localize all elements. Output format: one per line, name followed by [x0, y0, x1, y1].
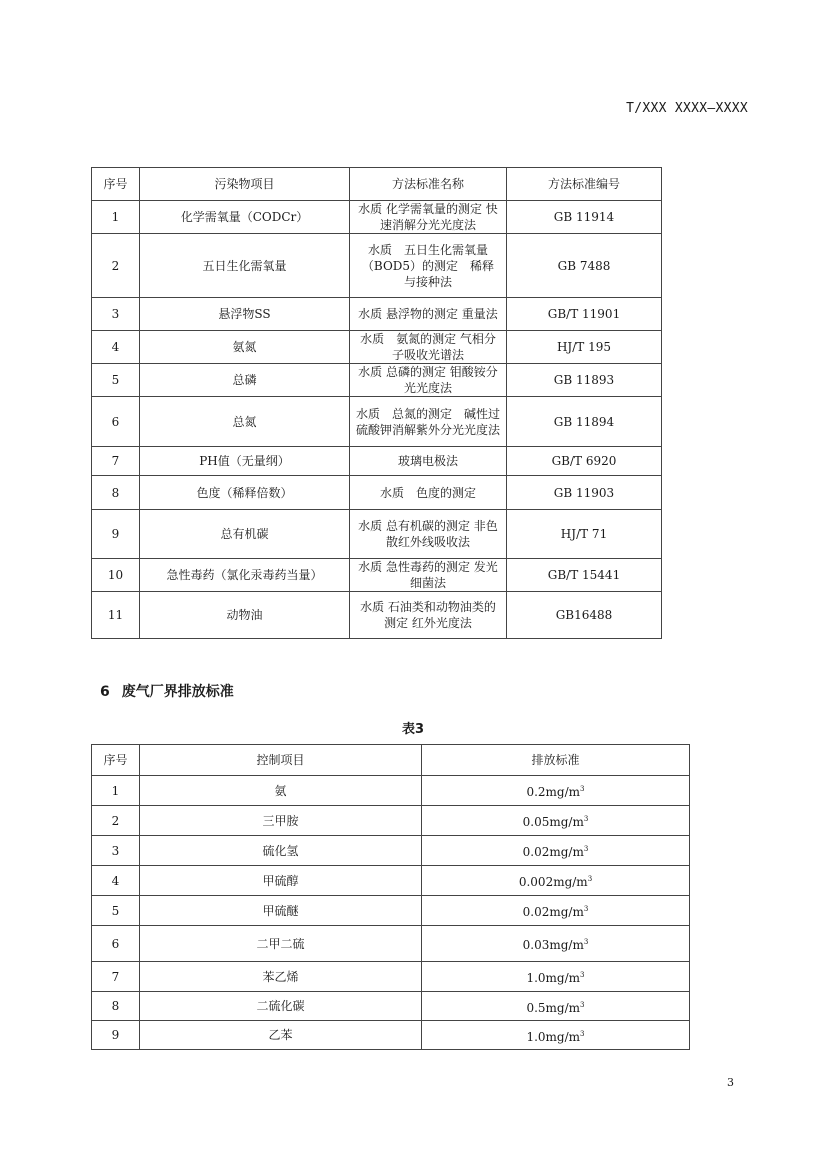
table-cell: 4 — [92, 331, 140, 364]
table-cell: 水质 总有机碳的测定 非色散红外线吸收法 — [350, 510, 507, 559]
table-cell: 2 — [92, 234, 140, 298]
table-row — [92, 776, 690, 806]
table-cell — [422, 866, 690, 896]
table-cell: GB 7488 — [507, 234, 662, 298]
table-cell: GB16488 — [507, 592, 662, 639]
section-number: 6 — [100, 684, 110, 700]
table-cell: 三甲胺 — [140, 806, 422, 836]
section-title: 废气厂界排放标准 — [121, 684, 234, 700]
table-header-row — [92, 168, 662, 201]
table-header-row — [92, 745, 690, 776]
table-cell: 5 — [92, 364, 140, 397]
table-cell: 水质 五日生化需氧量（BOD5）的测定 稀释与接种法 — [350, 234, 507, 298]
table-cell: 4 — [92, 866, 140, 896]
emission-value: 0.5mg/m — [526, 1000, 581, 1015]
table-cell: 5 — [92, 896, 140, 926]
table-row — [92, 896, 690, 926]
table-cell: 总有机碳 — [140, 510, 350, 559]
unit-superscript: 3 — [580, 1029, 585, 1038]
table-cell: 水质 氨氮的测定 气相分子吸收光谱法 — [350, 331, 507, 364]
table-row — [92, 510, 662, 559]
test-methods-table — [91, 167, 662, 639]
unit-superscript: 3 — [583, 938, 589, 946]
header-cell: 控制项目 — [140, 745, 422, 776]
table-cell: 7 — [92, 447, 140, 476]
emission-value: 1.0mg/m — [526, 1029, 581, 1044]
table-cell: 8 — [92, 476, 140, 510]
table-cell: 9 — [92, 510, 140, 559]
table-cell: 水质 总磷的测定 钼酸铵分光光度法 — [350, 364, 507, 397]
table-row — [92, 592, 662, 639]
table-cell: 3 — [92, 298, 140, 331]
table-cell: PH值（无量纲） — [140, 447, 350, 476]
table-cell: 二甲二硫 — [140, 926, 422, 962]
table-cell: 甲硫醚 — [140, 896, 422, 926]
table-cell: 总氮 — [140, 397, 350, 447]
document-code: T/XXX XXXX—XXXX — [626, 101, 748, 116]
table-cell: GB/T 6920 — [507, 447, 662, 476]
table-cell — [422, 1021, 690, 1050]
table-cell: 水质 悬浮物的测定 重量法 — [350, 298, 507, 331]
table-row — [92, 836, 690, 866]
page-number: 3 — [727, 1076, 734, 1089]
table-cell — [422, 962, 690, 992]
header-cell: 方法标准编号 — [507, 168, 662, 201]
unit-superscript: 3 — [580, 1000, 585, 1009]
table-cell: 五日生化需氧量 — [140, 234, 350, 298]
table-row — [92, 447, 662, 476]
table-cell: 总磷 — [140, 364, 350, 397]
table-cell: GB 11893 — [507, 364, 662, 397]
table-cell: 水质 化学需氧量的测定 快速消解分光光度法 — [350, 201, 507, 234]
table-caption: 表3 — [401, 722, 425, 737]
unit-superscript: 3 — [580, 785, 585, 793]
table-cell — [422, 836, 690, 866]
table-cell — [422, 896, 690, 926]
table-cell: 7 — [92, 962, 140, 992]
unit-superscript: 3 — [580, 971, 585, 979]
table-cell: 悬浮物SS — [140, 298, 350, 331]
header-cell: 方法标准名称 — [350, 168, 507, 201]
table-cell: 9 — [92, 1021, 140, 1050]
header-cell: 污染物项目 — [140, 168, 350, 201]
table-row — [92, 559, 662, 592]
header-cell: 排放标准 — [422, 745, 690, 776]
emission-value: 0.02mg/m — [522, 905, 584, 919]
table-cell: 动物油 — [140, 592, 350, 639]
emission-value: 0.05mg/m — [522, 815, 584, 829]
emission-value: 0.002mg/m — [518, 875, 588, 889]
table-cell: 11 — [92, 592, 140, 639]
table-row — [92, 992, 690, 1021]
table-row — [92, 331, 662, 364]
unit-superscript: 3 — [583, 815, 589, 823]
unit-superscript: 3 — [583, 905, 589, 913]
table-row — [92, 397, 662, 447]
table-cell — [422, 926, 690, 962]
table-cell — [422, 992, 690, 1021]
table-cell: 1 — [92, 776, 140, 806]
table-cell — [422, 776, 690, 806]
table-cell: 苯乙烯 — [140, 962, 422, 992]
table-cell: 2 — [92, 806, 140, 836]
table-row — [92, 476, 662, 510]
table-cell: 6 — [92, 397, 140, 447]
table-cell: 二硫化碳 — [140, 992, 422, 1021]
emission-value: 0.02mg/m — [522, 845, 584, 859]
table-row — [92, 962, 690, 992]
table-cell: GB 11903 — [507, 476, 662, 510]
unit-superscript: 3 — [583, 845, 589, 853]
table-cell: 水质 急性毒药的测定 发光细菌法 — [350, 559, 507, 592]
table-row — [92, 926, 690, 962]
table-cell: 急性毒药（氯化汞毒药当量） — [140, 559, 350, 592]
table-cell: 8 — [92, 992, 140, 1021]
table-cell: 玻璃电极法 — [350, 447, 507, 476]
header-cell: 序号 — [92, 168, 140, 201]
table-row — [92, 866, 690, 896]
table-cell: 硫化氢 — [140, 836, 422, 866]
table-cell: GB/T 11901 — [507, 298, 662, 331]
table-cell: 乙苯 — [140, 1021, 422, 1050]
table-row — [92, 1021, 690, 1050]
table-row — [92, 234, 662, 298]
section-heading — [100, 681, 246, 701]
table-cell: HJ/T 71 — [507, 510, 662, 559]
emission-value: 0.03mg/m — [522, 938, 584, 952]
table-cell: 氨 — [140, 776, 422, 806]
unit-superscript: 3 — [587, 875, 593, 883]
table-cell: HJ/T 195 — [507, 331, 662, 364]
emission-standards-table — [91, 744, 690, 1050]
table-row — [92, 806, 690, 836]
table-cell: 10 — [92, 559, 140, 592]
table-cell — [422, 806, 690, 836]
table-cell: 色度（稀释倍数） — [140, 476, 350, 510]
table-cell: 水质 色度的测定 — [350, 476, 507, 510]
table-cell: 化学需氧量（CODCr） — [140, 201, 350, 234]
table-cell: 1 — [92, 201, 140, 234]
table-cell: GB 11894 — [507, 397, 662, 447]
table-cell: 水质 石油类和动物油类的测定 红外光度法 — [350, 592, 507, 639]
header-cell: 序号 — [92, 745, 140, 776]
table-row — [92, 298, 662, 331]
table-row — [92, 364, 662, 397]
table-cell: 3 — [92, 836, 140, 866]
emission-value: 1.0mg/m — [526, 971, 581, 985]
emission-value: 0.2mg/m — [526, 785, 581, 799]
table-cell: 氨氮 — [140, 331, 350, 364]
table-cell: GB/T 15441 — [507, 559, 662, 592]
table-row — [92, 201, 662, 234]
table-cell: 水质 总氮的测定 碱性过硫酸钾消解紫外分光光度法 — [350, 397, 507, 447]
table-cell: GB 11914 — [507, 201, 662, 234]
table-cell: 6 — [92, 926, 140, 962]
table-cell: 甲硫醇 — [140, 866, 422, 896]
